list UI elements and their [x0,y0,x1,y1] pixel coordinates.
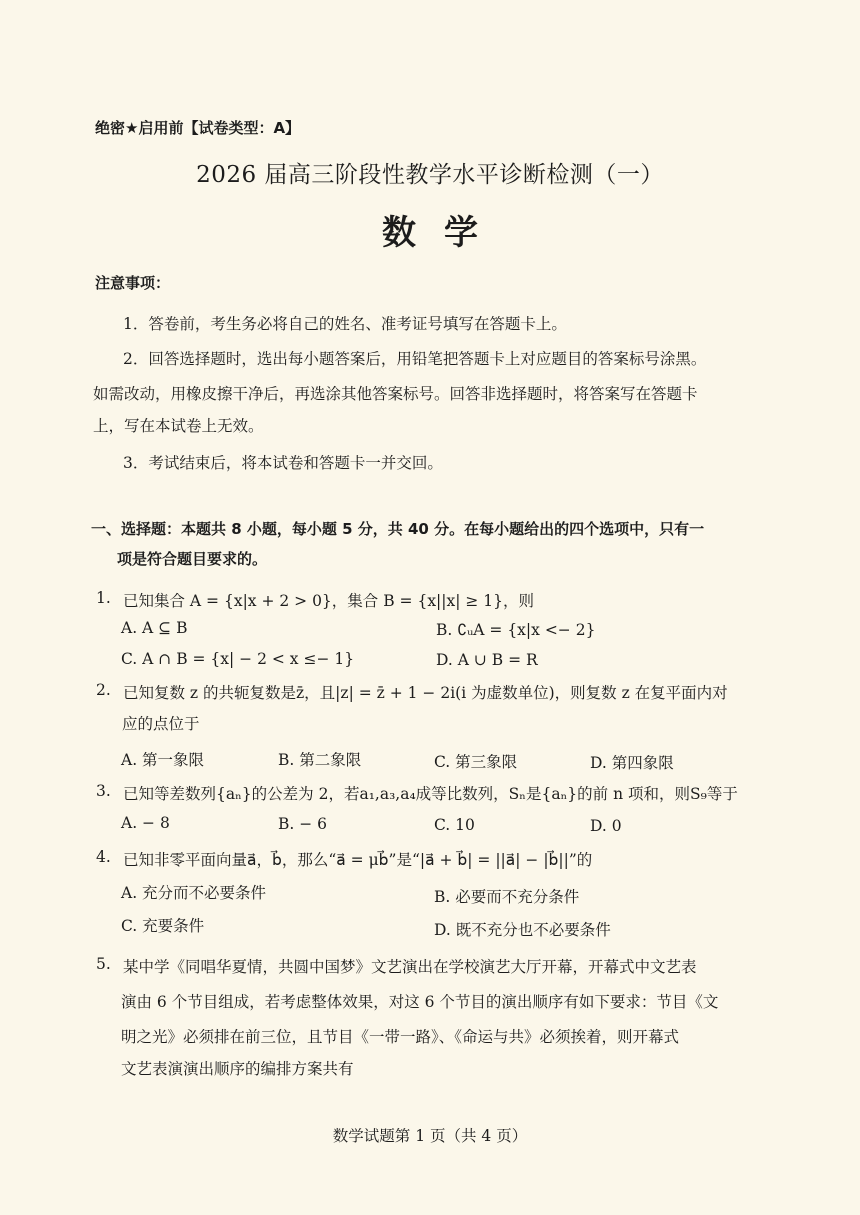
question-1-option-d: D. A ∪ B = R [436,651,538,669]
question-1-option-a: A. A ⊆ B [121,619,188,637]
question-5-number: 5. [96,955,111,973]
question-2-option-d: D. 第四象限 [590,754,674,772]
question-2-stem-line-1: 已知复数 z 的共轭复数是z̄，且|z| = z̄ + 1 − 2i(i 为虚数单位)，则复数 z 在复平面内对 [123,684,728,702]
notice-item-2-line-2: 如需改动，用橡皮擦干净后，再选涂其他答案标号。回答非选择题时，将答案写在答题卡 [93,385,698,403]
question-4-stem: 已知非零平面向量a⃗，b⃗，那么“a⃗ = μb⃗”是“|a⃗ + b⃗| = ||a⃗| − |b⃗||”的 [123,851,593,869]
question-4-option-a: A. 充分而不必要条件 [121,884,267,902]
question-4-number: 4. [96,848,111,866]
question-4-option-b: B. 必要而不充分条件 [434,888,580,906]
question-3-option-a: A. − 8 [121,814,170,832]
question-3-number: 3. [96,782,111,800]
subject-title: 数学 [382,213,506,253]
question-2-number: 2. [96,681,111,699]
question-2-option-c: C. 第三象限 [434,753,518,771]
question-1-number: 1. [96,589,111,607]
section-1-heading-line-1: 一、选择题：本题共 8 小题，每小题 5 分，共 40 分。在每小题给出的四个选项中，只有一 [91,520,705,538]
question-3-option-d: D. 0 [590,817,622,835]
notice-item-1: 1．答卷前，考生务必将自己的姓名、准考证号填写在答题卡上。 [123,315,567,333]
question-5-stem-line-2: 演由 6 个节目组成，若考虑整体效果，对这 6 个节目的演出顺序有如下要求：节目《文 [121,993,719,1011]
question-3-option-c: C. 10 [434,816,475,834]
question-4-option-d: D. 既不充分也不必要条件 [434,921,611,939]
notice-item-2-line-1: 2．回答选择题时，选出每小题答案后，用铅笔把答题卡上对应题目的答案标号涂黑。 [123,350,707,368]
question-3-stem: 已知等差数列{aₙ}的公差为 2，若a₁,a₃,a₄成等比数列，Sₙ是{aₙ}的前 n 项和，则S₉等于 [123,785,738,803]
exam-title: 2026 届高三阶段性教学水平诊断检测（一） [196,162,664,188]
question-3-option-b: B. − 6 [278,815,328,833]
question-2-option-b: B. 第二象限 [278,751,362,769]
question-1-option-b: B. ∁ᵤA = {x|x <− 2} [436,621,596,639]
question-5-stem-line-1: 某中学《同唱华夏情，共圆中国梦》文艺演出在学校演艺大厅开幕，开幕式中文艺表 [123,958,697,976]
section-1-heading-line-2: 项是符合题目要求的。 [117,550,268,568]
notice-item-2-line-3: 上，写在本试卷上无效。 [93,417,264,435]
notice-item-3: 3．考试结束后，将本试卷和答题卡一并交回。 [123,454,443,472]
page-footer: 数学试题第 1 页（共 4 页） [332,1127,528,1145]
question-5-stem-line-4: 文艺表演演出顺序的编排方案共有 [121,1060,354,1078]
question-2-option-a: A. 第一象限 [121,751,205,769]
notice-heading: 注意事项： [95,274,171,292]
confidential-mark: 绝密★启用前【试卷类型：A】 [95,119,301,137]
question-1-stem: 已知集合 A = {x|x + 2 > 0}，集合 B = {x||x| ≥ 1}，则 [123,592,535,610]
question-4-option-c: C. 充要条件 [121,917,205,935]
question-5-stem-line-3: 明之光》必须排在前三位，且节目《一带一路》、《命运与共》必须挨着，则开幕式 [121,1028,680,1046]
question-2-stem-line-2: 应的点位于 [122,715,200,733]
question-1-option-c: C. A ∩ B = {x| − 2 < x ≤− 1} [121,650,355,668]
